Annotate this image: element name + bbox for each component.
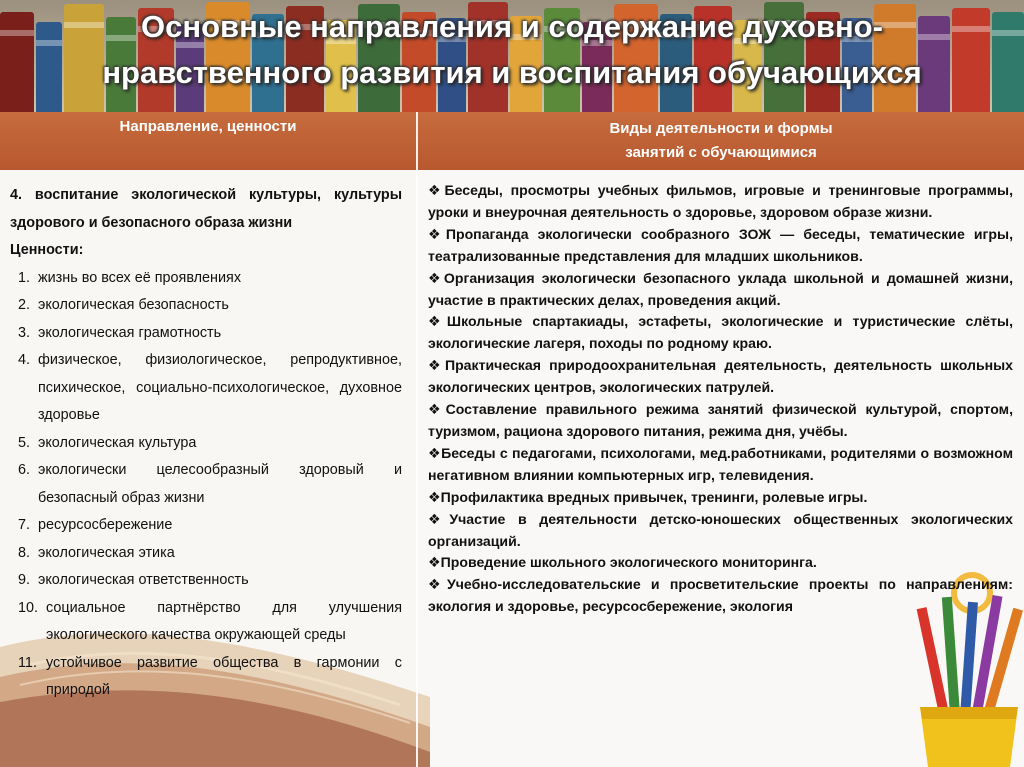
value-item-number: 1. (18, 269, 31, 286)
header-col-direction (0, 112, 416, 170)
value-item-number: 3. (18, 324, 31, 341)
activity-item (428, 311, 1013, 355)
activity-item (428, 180, 1013, 224)
diamond-bullet-icon: ❖ (428, 554, 441, 571)
value-item-number: 7. (18, 517, 31, 533)
value-item-number: 6. (18, 462, 31, 478)
diamond-bullet-icon: ❖ (428, 182, 445, 198)
activities-content (428, 180, 1013, 618)
value-item-text: экологически целесообразный здоровый и безопасный образ жизни (38, 462, 402, 506)
diamond-bullet-icon: ❖ (428, 269, 444, 286)
header-col-activities (418, 112, 1024, 170)
diamond-bullet-icon: ❖ (428, 313, 447, 330)
value-item-text: экологическая этика (38, 544, 175, 561)
activity-item-text: Беседы, просмотры учебных фильмов, игровые и тренинговые программы, уроки и внеурочная деятельность о здоровье, здоровом образе жизни. (428, 182, 1014, 220)
column-divider (416, 112, 418, 767)
activity-item (428, 443, 1013, 487)
activity-item-text: Пропаганда экологически сообразного ЗОЖ — беседы, тематические игры, театрализованные представления для младших школьников. (428, 225, 1013, 264)
value-item-number: 9. (18, 572, 31, 588)
activity-item-text: Профилактика вредных привычек, тренинги, ролевые игры. (440, 488, 868, 505)
activity-item (428, 224, 1013, 268)
value-item-number: 5. (18, 434, 31, 451)
value-item (10, 540, 402, 568)
value-item-text: социальное партнёрство для улучшения экологического качества окружающей среды (46, 599, 402, 643)
slide-title-line1: Основные направления и содержание духовно- (141, 9, 883, 44)
activity-item-text: Школьные спартакиады, эстафеты, экологические и туристические слёты, экологические лагеря, походы по родному краю. (428, 313, 1014, 352)
value-item (10, 430, 402, 458)
value-item (10, 595, 402, 650)
value-item-text: экологическая ответственность (38, 572, 249, 588)
slide-title-line2: нравственного развития и воспитания обучающихся (102, 55, 922, 90)
header-col-direction-label: Направление, ценности (119, 118, 297, 135)
activity-item (428, 552, 1013, 574)
value-item-text: физическое, физиологическое, репродуктивное, психическое, социально-психологическое, духовное здоровье (38, 352, 402, 423)
activity-item-text: Практическая природоохранительная деятельность, деятельность школьных экологических центров, экологических патрулей. (428, 357, 1013, 396)
header-col-activities-line1: Виды деятельности и формы (609, 120, 833, 137)
value-item (10, 320, 402, 348)
activity-item (428, 399, 1013, 443)
value-item-text: ресурсосбережение (38, 517, 173, 533)
diamond-bullet-icon: ❖ (428, 488, 441, 505)
value-item (10, 567, 402, 595)
direction-content (10, 182, 402, 705)
slide-title (20, 4, 1004, 96)
diamond-bullet-icon: ❖ (428, 401, 446, 418)
activity-item-text: Организация экологически безопасного уклада школьной и домашней жизни, участие в практических делах, проведения акций. (428, 269, 1013, 308)
value-item-number: 10. (18, 599, 39, 616)
diamond-bullet-icon: ❖ (428, 444, 442, 461)
value-item (10, 292, 402, 320)
value-item-number: 4. (18, 352, 31, 368)
value-item-number: 2. (18, 297, 31, 313)
diamond-bullet-icon: ❖ (428, 510, 450, 527)
table-body (0, 170, 1024, 767)
content-table (0, 112, 1024, 767)
diamond-bullet-icon: ❖ (428, 357, 445, 374)
value-item-number: 8. (18, 544, 31, 561)
direction-heading: 4. воспитание экологической культуры, культуры здорового и безопасного образа жизни (10, 187, 402, 231)
value-item-text: экологическая грамотность (38, 324, 222, 341)
diamond-bullet-icon: ❖ (428, 225, 446, 242)
activity-item (428, 509, 1013, 553)
value-item-text: устойчивое развитие общества в гармонии с природой (46, 654, 402, 698)
activity-item-text: Участие в деятельности детско-юношеских общественных экологических организаций. (428, 510, 1013, 549)
table-header (0, 112, 1024, 170)
activity-item (428, 355, 1013, 399)
value-item (10, 265, 402, 293)
value-item (10, 512, 402, 540)
activity-item-text: Составление правильного режима занятий физической культурой, спортом, туризмом, рациона здорового питания, режима дня, учёбы. (428, 401, 1013, 439)
activity-item (428, 574, 1013, 618)
activity-item (428, 268, 1013, 312)
value-item (10, 347, 402, 430)
activity-item-text: Учебно-исследовательские и просветительские проекты по направлениям: экология и здоровье, ресурсосбережение, экология (428, 576, 1013, 615)
value-item-number: 11. (18, 654, 37, 671)
value-item-text: жизнь во всех её проявлениях (38, 269, 242, 286)
activity-item-text: Проведение школьного экологического мониторинга. (440, 554, 817, 571)
value-item (10, 457, 402, 512)
values-title: Ценности: (10, 242, 84, 258)
activity-item-text: Беседы с педагогами, психологами, мед.работниками, родителями о возможном негативном влиянии компьютерных игр, телевидения. (428, 444, 1014, 483)
diamond-bullet-icon: ❖ (428, 576, 447, 593)
value-item-text: экологическая безопасность (38, 297, 229, 313)
value-item (10, 650, 402, 705)
header-col-activities-line2: занятий с обучающимися (625, 144, 817, 161)
value-item-text: экологическая культура (38, 434, 197, 451)
activities-list (428, 180, 1013, 618)
activity-item (428, 487, 1013, 509)
values-list (10, 265, 402, 705)
